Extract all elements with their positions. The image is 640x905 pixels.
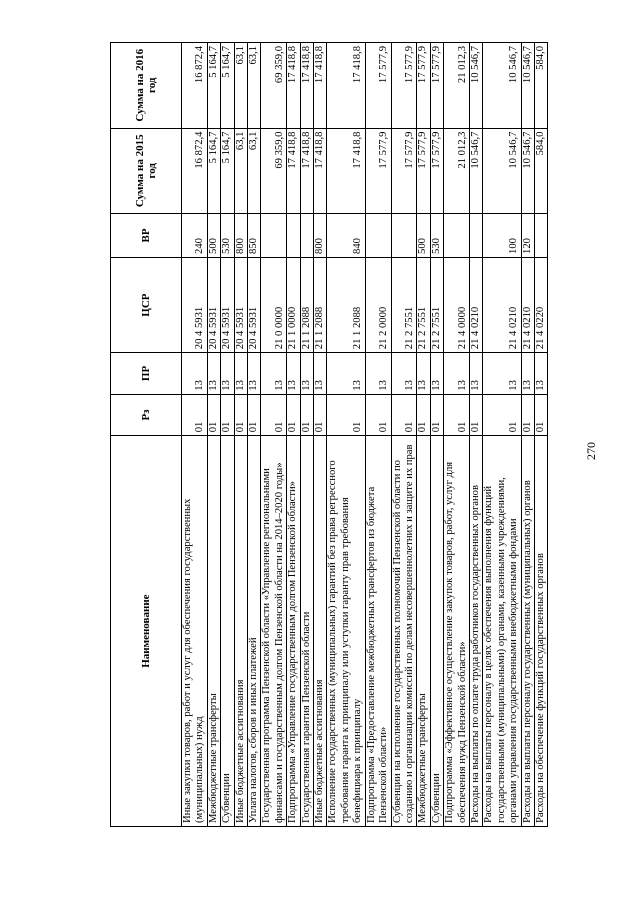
row-sum-2016: 17 418,8: [287, 43, 300, 129]
row-name: Субвенции: [430, 436, 443, 827]
row-pr: 13: [182, 353, 208, 395]
row-vr: [261, 214, 287, 258]
row-pr: 13: [261, 353, 287, 395]
table-row: [483, 43, 521, 827]
row-sum-2015: 10 546,7: [469, 128, 482, 213]
row-name: Расходы на обеспечение функций государственных органов: [534, 436, 547, 827]
row-vr: [469, 214, 482, 258]
row-csr: 21 4 0210: [521, 257, 534, 352]
row-sum-2015: 5 164,7: [221, 128, 234, 213]
table-row: [314, 43, 327, 827]
row-vr: [287, 214, 300, 258]
row-rz: 01: [534, 394, 547, 436]
row-csr: 20 4 5931: [207, 257, 220, 352]
row-sum-2016: 17 418,8: [314, 43, 327, 129]
row-csr: 21 1 2088: [300, 257, 313, 352]
table-row: [365, 43, 391, 827]
table-row: [221, 43, 234, 827]
row-rz: 01: [182, 394, 208, 436]
row-pr: 13: [300, 353, 313, 395]
row-pr: 13: [287, 353, 300, 395]
row-sum-2015: 17 418,8: [314, 128, 327, 213]
row-name: Исполнение государственных (муниципальных) гарантий без права регрессного требования гаранта к принципалу или уступки гаранту прав требования бенефициара к принципалу: [327, 436, 365, 827]
header-vr: ВР: [111, 214, 182, 258]
row-vr: 120: [521, 214, 534, 258]
row-pr: 13: [483, 353, 521, 395]
row-name: Подпрограмма «Эффективное осуществление закупок товаров, работ, услуг для обеспечения нужд Пензенской области»: [444, 436, 470, 827]
row-name: Иные закупки товаров, работ и услуг для обеспечения государственных (муниципальных) нужд: [182, 436, 208, 827]
row-sum-2015: 17 577,9: [365, 128, 391, 213]
row-sum-2015: 69 359,0: [261, 128, 287, 213]
row-vr: 840: [327, 214, 365, 258]
row-name: Государственная программа Пензенской области «Управление региональными финансами и государственным долгом Пензенской области на 2014–2020 годы»: [261, 436, 287, 827]
row-vr: 800: [234, 214, 247, 258]
row-vr: 500: [417, 214, 430, 258]
row-rz: 01: [234, 394, 247, 436]
row-csr: 21 0 0000: [261, 257, 287, 352]
table-row: [327, 43, 365, 827]
table-row: [391, 43, 417, 827]
row-rz: 01: [221, 394, 234, 436]
row-sum-2015: 584,0: [534, 128, 547, 213]
row-sum-2015: 5 164,7: [207, 128, 220, 213]
row-vr: 800: [314, 214, 327, 258]
table-row: [469, 43, 482, 827]
row-sum-2015: 17 418,8: [300, 128, 313, 213]
row-name: Расходы на выплаты по оплате труда работников государственных органов: [469, 436, 482, 827]
header-pr: ПР: [111, 353, 182, 395]
row-sum-2015: 10 546,7: [483, 128, 521, 213]
row-pr: 13: [365, 353, 391, 395]
row-vr: [391, 214, 417, 258]
row-name: Межбюджетные трансферты: [207, 436, 220, 827]
row-sum-2015: 17 418,8: [287, 128, 300, 213]
row-pr: 13: [444, 353, 470, 395]
row-csr: 21 4 0210: [469, 257, 482, 352]
row-sum-2016: 10 546,7: [483, 43, 521, 129]
table-row: [300, 43, 313, 827]
row-vr: 100: [483, 214, 521, 258]
row-pr: 13: [314, 353, 327, 395]
row-rz: 01: [207, 394, 220, 436]
row-csr: 20 4 5931: [221, 257, 234, 352]
row-name: Расходы на выплаты персоналу государственных (муниципальных) органов: [521, 436, 534, 827]
row-csr: 21 1 0000: [287, 257, 300, 352]
row-sum-2015: 63,1: [248, 128, 261, 213]
row-rz: 01: [444, 394, 470, 436]
row-vr: [534, 214, 547, 258]
row-sum-2016: 63,1: [234, 43, 247, 129]
row-csr: 21 1 2088: [314, 257, 327, 352]
row-pr: 13: [234, 353, 247, 395]
row-pr: 13: [469, 353, 482, 395]
row-name: Государственная гарантия Пензенской области: [300, 436, 313, 827]
table-row: [207, 43, 220, 827]
row-name: Субвенции: [221, 436, 234, 827]
row-rz: 01: [327, 394, 365, 436]
row-name: Иные бюджетные ассигнования: [314, 436, 327, 827]
row-rz: 01: [483, 394, 521, 436]
header-name: Наименование: [111, 436, 182, 827]
row-rz: 01: [314, 394, 327, 436]
row-rz: 01: [417, 394, 430, 436]
row-sum-2016: 21 012,3: [444, 43, 470, 129]
row-sum-2016: 10 546,7: [469, 43, 482, 129]
row-rz: 01: [365, 394, 391, 436]
row-name: Уплата налогов, сборов и иных платежей: [248, 436, 261, 827]
row-pr: 13: [391, 353, 417, 395]
table-row: [261, 43, 287, 827]
table-row: [417, 43, 430, 827]
row-vr: [365, 214, 391, 258]
row-csr: 20 4 5931: [182, 257, 208, 352]
row-csr: 21 2 7551: [430, 257, 443, 352]
row-rz: 01: [300, 394, 313, 436]
row-vr: 530: [430, 214, 443, 258]
table-header-row: [111, 43, 182, 827]
row-sum-2016: 69 359,0: [261, 43, 287, 129]
row-sum-2016: 10 546,7: [521, 43, 534, 129]
row-sum-2015: 10 546,7: [521, 128, 534, 213]
row-name: Расходы на выплаты персоналу в целях обеспечения выполнения функций государственными (муниципальными) органами, казенными учреждениями, органами управления государственными внебюджетными фондами: [483, 436, 521, 827]
row-csr: 21 2 0000: [365, 257, 391, 352]
row-pr: 13: [327, 353, 365, 395]
table-row: [234, 43, 247, 827]
row-sum-2016: 17 418,8: [327, 43, 365, 129]
row-sum-2015: 63,1: [234, 128, 247, 213]
row-name: Межбюджетные трансферты: [417, 436, 430, 827]
row-pr: 13: [207, 353, 220, 395]
row-vr: 530: [221, 214, 234, 258]
header-sum-2016: Сумма на 2016 год: [111, 43, 182, 129]
row-sum-2015: 17 577,9: [417, 128, 430, 213]
row-sum-2016: 17 577,9: [417, 43, 430, 129]
row-vr: 240: [182, 214, 208, 258]
row-rz: 01: [261, 394, 287, 436]
row-vr: [444, 214, 470, 258]
row-pr: 13: [248, 353, 261, 395]
row-vr: 850: [248, 214, 261, 258]
header-sum-2015: Сумма на 2015 год: [111, 128, 182, 213]
row-sum-2016: 5 164,7: [221, 43, 234, 129]
row-csr: 21 4 0000: [444, 257, 470, 352]
row-sum-2016: 16 872,4: [182, 43, 208, 129]
row-sum-2016: 63,1: [248, 43, 261, 129]
header-csr: ЦСР: [111, 257, 182, 352]
row-rz: 01: [430, 394, 443, 436]
row-rz: 01: [287, 394, 300, 436]
row-sum-2016: 17 418,8: [300, 43, 313, 129]
row-pr: 13: [521, 353, 534, 395]
row-name: Подпрограмма «Предоставление межбюджетных трансфертов из бюджета Пензенской области»: [365, 436, 391, 827]
row-csr: 21 4 0220: [534, 257, 547, 352]
row-sum-2015: 17 577,9: [430, 128, 443, 213]
table-row: [182, 43, 208, 827]
row-csr: 20 4 5931: [248, 257, 261, 352]
table-row: [444, 43, 470, 827]
row-sum-2015: 17 418,8: [327, 128, 365, 213]
row-sum-2016: 17 577,9: [430, 43, 443, 129]
row-pr: 13: [221, 353, 234, 395]
row-sum-2015: 21 012,3: [444, 128, 470, 213]
table-row: [534, 43, 547, 827]
table-row: [287, 43, 300, 827]
row-vr: [300, 214, 313, 258]
row-csr: 21 2 7551: [417, 257, 430, 352]
header-rz: Рз: [111, 394, 182, 436]
row-pr: 13: [430, 353, 443, 395]
budget-table: [110, 42, 548, 827]
row-vr: 500: [207, 214, 220, 258]
table-row: [248, 43, 261, 827]
row-csr: 21 2 7551: [391, 257, 417, 352]
row-rz: 01: [521, 394, 534, 436]
row-rz: 01: [391, 394, 417, 436]
row-sum-2016: 584,0: [534, 43, 547, 129]
table-body: [182, 43, 548, 827]
row-csr: 21 4 0210: [483, 257, 521, 352]
row-rz: 01: [469, 394, 482, 436]
table-row: [430, 43, 443, 827]
page-number: 270: [584, 442, 598, 460]
row-rz: 01: [248, 394, 261, 436]
row-csr: 21 1 2088: [327, 257, 365, 352]
row-name: Подпрограмма «Управление государственным долгом Пензенской области»: [287, 436, 300, 827]
row-pr: 13: [417, 353, 430, 395]
row-name: Иные бюджетные ассигнования: [234, 436, 247, 827]
row-sum-2015: 16 872,4: [182, 128, 208, 213]
row-name: Субвенции на исполнение государственных полномочий Пензенской области по созданию и организации комиссий по делам несовершеннолетних и защите их прав: [391, 436, 417, 827]
row-pr: 13: [534, 353, 547, 395]
row-sum-2016: 17 577,9: [365, 43, 391, 129]
row-csr: 20 4 5931: [234, 257, 247, 352]
row-sum-2015: 17 577,9: [391, 128, 417, 213]
row-sum-2016: 5 164,7: [207, 43, 220, 129]
row-sum-2016: 17 577,9: [391, 43, 417, 129]
table-row: [521, 43, 534, 827]
